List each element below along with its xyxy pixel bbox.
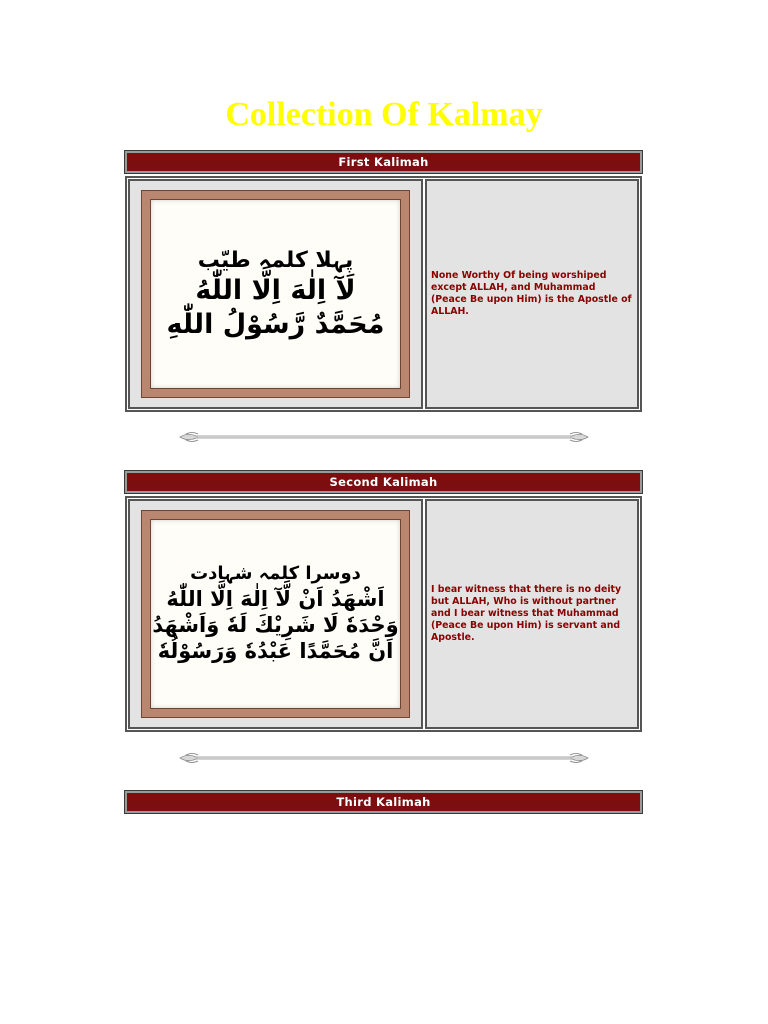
second-kalimah-arabic-line: دوسرا کلمہ شہادت bbox=[190, 563, 361, 585]
first-kalimah-arabic-line: مُحَمَّدٌ رَّسُوْلُ اللّٰهِ bbox=[166, 308, 385, 340]
page-title: Collection Of Kalmay bbox=[225, 96, 543, 133]
ornamental-divider bbox=[178, 752, 590, 764]
second-kalimah-header-label: Second Kalimah bbox=[329, 475, 438, 489]
first-kalimah-calligraphy bbox=[142, 191, 409, 397]
second-kalimah-arabic-line: اَشْهَدُ اَنْ لَّآ اِلٰهَ اِلَّا اللّٰهُ bbox=[166, 586, 385, 611]
first-kalimah-translation: None Worthy Of being worshiped except ALLAH, and Muhammad (Peace Be upon Him) is the Apostle of ALLAH. bbox=[431, 270, 632, 317]
second-kalimah-arabic-line: وَحْدَهٗ لَا شَرِيْكَ لَهٗ وَاَشْهَدُ bbox=[152, 613, 399, 638]
second-kalimah-arabic-line: اَنَّ مُحَمَّدًا عَبْدُهٗ وَرَسُوْلُهٗ bbox=[157, 639, 394, 664]
first-kalimah-text-cell bbox=[425, 179, 639, 409]
second-kalimah-translation: I bear witness that there is no deity but ALLAH, Who is without partner and I bear witness that Muhammad (Peace Be upon Him) is servant and Apostle. bbox=[431, 584, 622, 643]
second-kalimah-text-cell bbox=[425, 499, 639, 729]
first-kalimah-image-cell bbox=[128, 179, 423, 409]
third-kalimah-header bbox=[125, 791, 642, 813]
ornamental-divider bbox=[178, 431, 590, 443]
first-kalimah-table bbox=[125, 176, 642, 412]
second-kalimah-image-cell bbox=[128, 499, 423, 729]
second-kalimah-calligraphy bbox=[142, 511, 409, 717]
first-kalimah-header-label: First Kalimah bbox=[338, 155, 429, 169]
second-kalimah-table bbox=[125, 496, 642, 732]
third-kalimah-header-label: Third Kalimah bbox=[336, 795, 431, 809]
second-kalimah-header bbox=[125, 471, 642, 493]
first-kalimah-arabic-line: لَآ اِلٰهَ اِلَّا اللّٰهُ bbox=[195, 275, 356, 306]
first-kalimah-arabic-line: پہلا کلمہ طیّب bbox=[197, 247, 354, 273]
first-kalimah-header bbox=[125, 151, 642, 173]
